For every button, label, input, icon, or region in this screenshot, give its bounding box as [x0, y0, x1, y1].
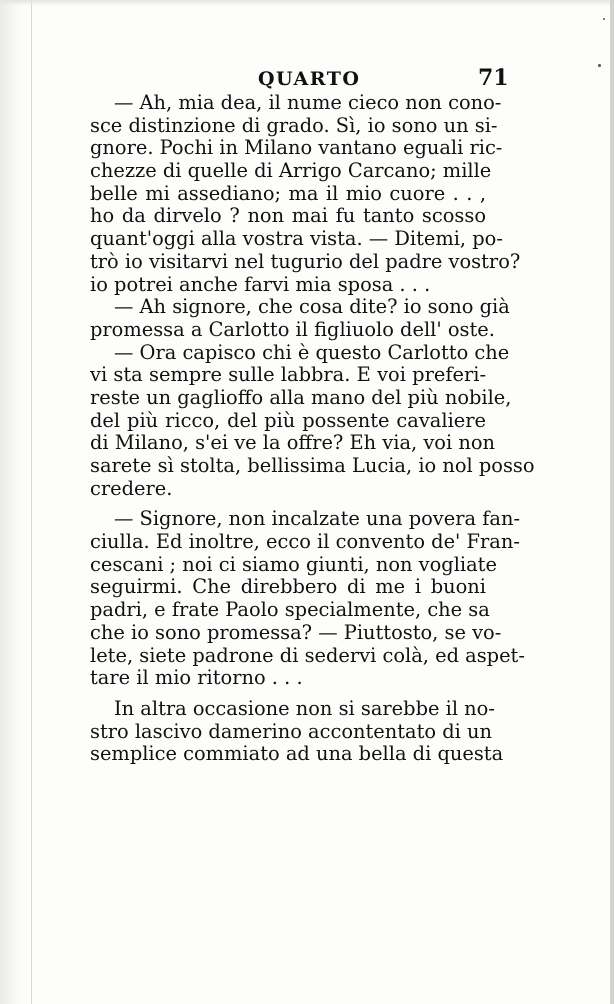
text-line: sarete sì stolta, bellissima Lucia, io nol posso [90, 454, 535, 477]
text-line: chezze di quelle di Arrigo Carcano; mille [90, 159, 492, 183]
text-line: — Ora capisco chi è questo Carlotto che [114, 340, 510, 364]
text-line: di Milano, s'ei ve la offre? Eh via, voi non [90, 431, 495, 455]
text-line: vi sta sempre sulle labbra. E voi preferi- [90, 363, 486, 387]
text-line: del più ricco, del più possente cavaliere [90, 408, 486, 432]
text-line: gnore. Pochi in Milano vantano eguali ric- [90, 136, 503, 160]
text-line: — Ah signore, che cosa dite? io sono già [114, 295, 510, 319]
body-text [90, 91, 535, 766]
text-line: quant'oggi alla vostra vista. — Ditemi, po- [90, 227, 503, 251]
text-line: reste un gaglioffo alla mano del più nobile, [90, 385, 512, 409]
text-line: ciulla. Ed inoltre, ecco il convento de' Fran- [90, 530, 520, 554]
text-line: lete, siete padrone di sedervi colà, ed aspet- [90, 643, 525, 667]
text-line: seguirmi. Che direbbero di me i buoni [90, 575, 486, 599]
text-line: tare il mio ritorno . . . [90, 666, 303, 690]
page-gutter-shadow [0, 0, 22, 1004]
text-line: belle mi assediano; ma il mio cuore . . , [90, 181, 486, 205]
text-line: semplice commiato ad una bella di questa [90, 742, 504, 766]
ink-speck [598, 64, 601, 67]
text-line: che io sono promessa? — Piuttosto, se vo- [90, 620, 502, 644]
page-number: 71 [478, 65, 509, 91]
text-line: — Signore, non incalzate una povera fan- [114, 507, 521, 531]
page-right-edge [610, 0, 614, 1004]
running-title: QUARTO [258, 68, 361, 90]
page-top-edge [0, 0, 614, 6]
text-line: sce distinzione di grado. Sì, io sono un si- [90, 113, 498, 137]
text-line: trò io visitarvi nel tugurio del padre vostro? [90, 249, 521, 273]
text-line: In altra occasione non si sarebbe il no- [114, 696, 495, 720]
text-line: padri, e frate Paolo specialmente, che sa [90, 598, 490, 622]
text-line: — Ah, mia dea, il nume cieco non cono- [114, 91, 502, 114]
text-line: ho da dirvelo ? non mai fu tanto scosso [90, 204, 486, 228]
text-line: io potrei anche farvi mia sposa . . . [90, 272, 431, 296]
page-gutter-line [31, 0, 32, 1004]
ink-speck [603, 18, 605, 20]
text-line: credere. [90, 476, 173, 500]
text-line: stro lascivo damerino accontentato di un [90, 719, 492, 743]
text-line: promessa a Carlotto il figliuolo dell' oste. [90, 317, 495, 341]
running-header [90, 65, 509, 92]
text-line: cescani ; noi ci siamo giunti, non vogliate [90, 552, 497, 576]
